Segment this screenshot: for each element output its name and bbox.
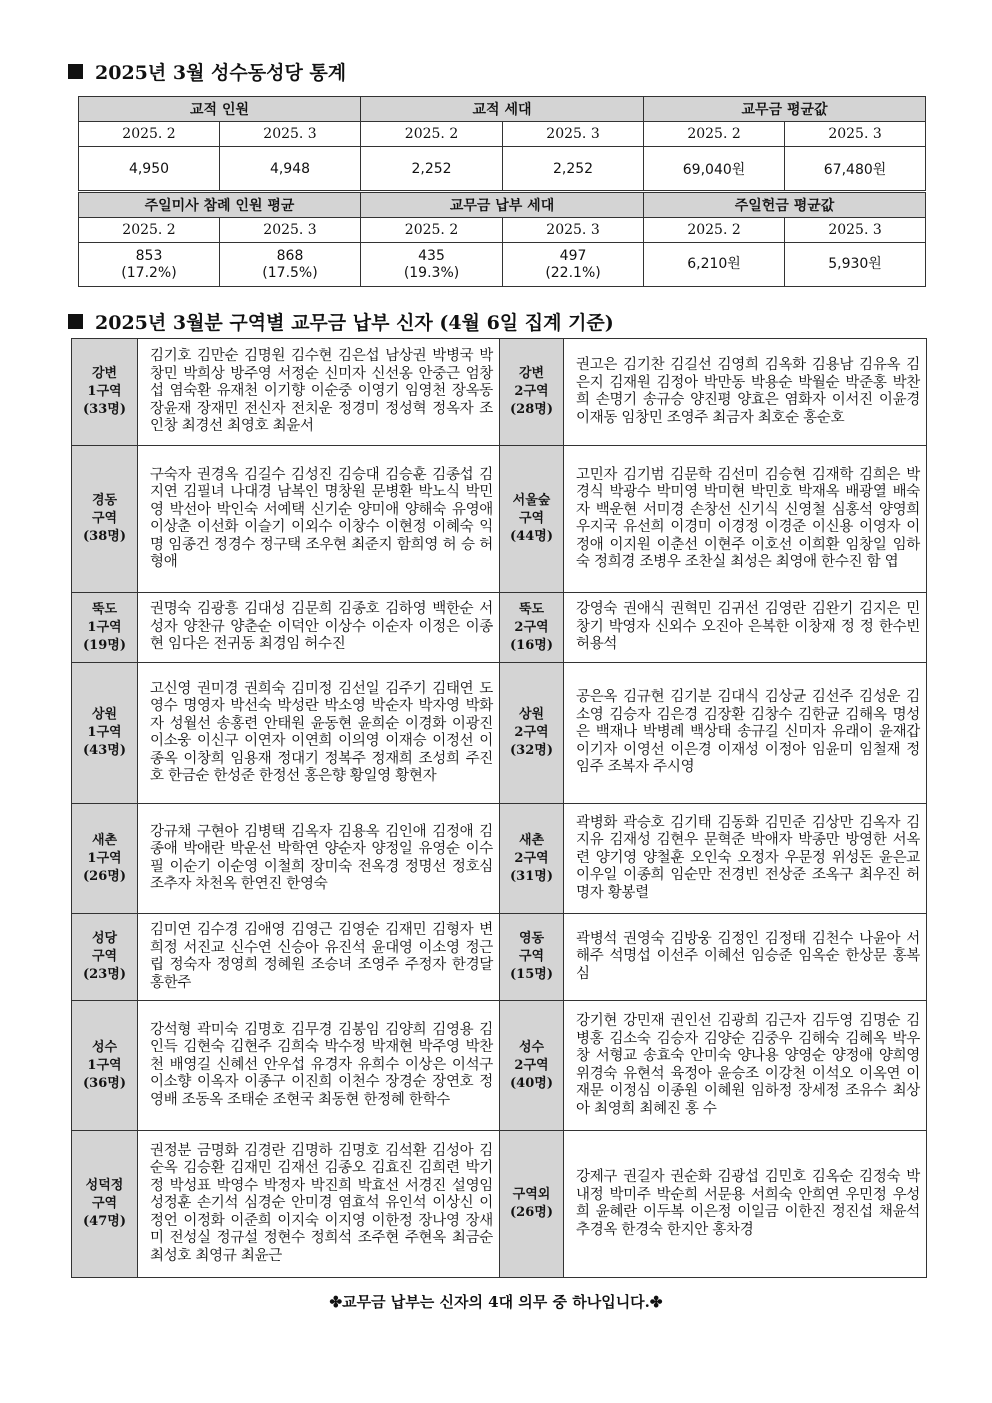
- stat-value: [220, 243, 361, 287]
- header-dues-average: 교무금 평균값: [644, 97, 926, 122]
- district-label: 서울숲 구역 (44명): [500, 446, 564, 593]
- stat-percent: (17.2%): [121, 264, 177, 281]
- period-label: 2025. 2: [361, 122, 503, 147]
- district-names: 권고은 김기찬 김길선 김영희 김옥화 김용남 김유옥 김은지 김재원 김정아 박만동 박용순 박월순 박준홍 박찬희 손명기 송규승 양진평 양효은 염화자 이서진 이윤경 이재동 임창민 조영주 최금자 최호순 홍순호: [564, 339, 927, 446]
- members-title-text: 2025년 3월분 구역별 교무금 납부 신자 (4월 6일 집계 기준): [95, 312, 614, 334]
- stats-title-text: 2025년 3월 성수동성당 통계: [95, 62, 347, 84]
- district-names: 강규채 구현아 김병택 김옥자 김용옥 김인애 김정애 김종애 박애란 박운선 박학연 양순자 양정일 유영순 이수필 이순기 이순영 이철희 장미숙 전옥경 정명선 정호심 조추자 차천옥 한연진 한영숙: [138, 804, 500, 914]
- stat-value: 4,950: [79, 147, 220, 192]
- district-label: 경동 구역 (38명): [72, 446, 138, 593]
- stat-value: 69,040원: [644, 147, 785, 192]
- district-names: 김기호 김만순 김명원 김수현 김은섭 남상권 박병국 박창민 박희상 방주영 서정순 신미자 신선옹 안중근 엄창섭 염숙환 유재천 이기향 이순중 이영기 임영천 장옥동 장윤재 장재민 전신자 전치운 정경미 정성혁 정옥자 조인창 최경선 최영호 최윤서: [138, 339, 500, 446]
- stat-value: 5,930원: [785, 243, 926, 287]
- header-parish-members: 교적 인원: [79, 97, 361, 122]
- square-bullet-icon: [68, 64, 83, 79]
- stat-number: 497: [559, 247, 587, 264]
- stat-number: 868: [276, 247, 304, 264]
- stat-value: [79, 243, 220, 287]
- district-label: 성덕정 구역 (47명): [72, 1131, 138, 1278]
- period-label: 2025. 3: [503, 218, 644, 243]
- period-label: 2025. 3: [785, 218, 926, 243]
- period-label: 2025. 2: [79, 122, 220, 147]
- stat-value: 6,210원: [644, 243, 785, 287]
- header-mass-attendance: 주일미사 참례 인원 평균: [79, 192, 361, 218]
- stats-section-title: [68, 58, 346, 85]
- header-offering-average: 주일헌금 평균값: [644, 192, 926, 218]
- footer-note: ✤교무금 납부는 신자의 4대 의무 중 하나입니다.✤: [329, 1293, 663, 1311]
- district-label: 상원 2구역 (32명): [500, 663, 564, 804]
- stat-number: 853: [135, 247, 163, 264]
- district-names: 강제구 권길자 권순화 김광섭 김민호 김옥순 김정숙 박내정 박미주 박순희 서문용 서희숙 안희연 우민정 우성희 윤혜란 이두복 이은정 이일금 이한진 정진섭 채윤석 추경옥 한경숙 한지안 홍차경: [564, 1131, 927, 1278]
- district-names: 권정분 금명화 김경란 김명하 김명호 김석환 김성아 김순옥 김승환 김재민 김재선 김종오 김효진 김희련 박기정 박성표 박영수 박정자 박진희 박효선 서경진 설영임 성정훈 손기석 심경순 안미경 염효석 유인석 이상신 이정언 이정화 이준희 이지숙 이지영 이한정 장나영 장새미 전성실 정규설 정현수 정희석 조주현 주현옥 최금순 최성호 최영규 최윤근: [138, 1131, 500, 1278]
- district-names: 강영숙 권애식 권혁민 김귀선 김영란 김완기 김지은 민창기 박영자 신외수 오진아 은복한 이창재 정 정 한수빈 허용석: [564, 593, 927, 663]
- period-label: 2025. 2: [644, 218, 785, 243]
- period-label: 2025. 2: [644, 122, 785, 147]
- district-label: 성수 1구역 (36명): [72, 1001, 138, 1131]
- district-label: 상원 1구역 (43명): [72, 663, 138, 804]
- district-label: 새촌 2구역 (31명): [500, 804, 564, 914]
- district-names: 김미연 김수경 김애영 김영근 김영순 김재민 김형자 변희정 서진교 신수연 신승아 유진석 윤대영 이소영 정근립 정숙자 정영희 정혜원 조승녀 조영주 주정자 한경달 홍한주: [138, 914, 500, 1001]
- period-label: 2025. 3: [220, 218, 361, 243]
- district-label: 성수 2구역 (40명): [500, 1001, 564, 1131]
- stat-value: 67,480원: [785, 147, 926, 192]
- district-names: 권명숙 김광흥 김대성 김문희 김종호 김하영 백한순 서성자 양찬규 양춘순 이덕안 이상수 이순자 이정은 이종현 임다은 전귀동 최경임 허수진: [138, 593, 500, 663]
- stat-number: 435: [418, 247, 445, 264]
- stats-table: [78, 96, 926, 287]
- stat-value: 4,948: [220, 147, 361, 192]
- stat-percent: (17.5%): [262, 264, 318, 281]
- members-section-title: [68, 308, 614, 335]
- period-label: 2025. 2: [361, 218, 503, 243]
- district-names: 강석형 곽미숙 김명호 김무경 김봉임 김양희 김영용 김인득 김현숙 김현주 김희숙 박수정 박재현 박주영 박찬천 배영길 신혜선 안우섭 유경자 유희수 이상은 이석구 이소향 이옥자 이종구 이진희 이천수 장경순 장연호 정영배 조동옥 조태순 조현국 최동현 한정혜 한학수: [138, 1001, 500, 1131]
- district-names: 강기현 강민재 권인선 김광희 김근자 김두영 김명순 김병홍 김소숙 김승자 김양순 김중우 김해숙 김혜옥 박우창 서형교 송효숙 안미숙 양나용 양영순 양정애 양희영 위경숙 유현석 육정아 윤승조 이강천 이석오 이옥연 이재문 이정심 이종원 이혜원 임하정 장세정 조유수 최상아 최영희 최혜진 홍 수: [564, 1001, 927, 1131]
- district-names: 곽병석 권영숙 김방웅 김정인 김정태 김천수 나윤아 서해주 석명섭 이선주 이혜선 임승준 임옥순 한상문 홍복심: [564, 914, 927, 1001]
- stat-value: 2,252: [361, 147, 503, 192]
- district-names: 구숙자 권경옥 김길수 김성진 김승대 김승훈 김종섭 김지연 김필녀 나대경 남복인 명창원 문병환 박노식 박민영 박선아 박인숙 서예택 신기순 양미애 양해숙 유영애 이상춘 이선화 이슬기 이외수 이창수 이현정 이혜숙 익 명 임종건 정경수 정구택 조우현 최준지 함희영 허 승 허형애: [138, 446, 500, 593]
- square-bullet-icon: [68, 314, 83, 329]
- period-label: 2025. 2: [79, 218, 220, 243]
- district-label: 성당 구역 (23명): [72, 914, 138, 1001]
- period-label: 2025. 3: [503, 122, 644, 147]
- district-label: 뚝도 2구역 (16명): [500, 593, 564, 663]
- district-names: 고신영 권미경 권희숙 김미정 김선일 김주기 김태연 도영수 명영자 박선숙 박성란 박소영 박순자 박자영 박화자 성월선 송홍련 안태원 윤동현 윤희순 이경화 이광진 이소웅 이신구 이연자 이연희 이의영 이재승 이정선 이종옥 이창희 임용재 정대기 정복주 정재희 조성희 주진호 한금순 한성준 한정선 홍은향 황일영 황현자: [138, 663, 500, 804]
- district-label: 구역외 (26명): [500, 1131, 564, 1278]
- district-label: 강변 1구역 (33명): [72, 339, 138, 446]
- members-table: [71, 338, 927, 1278]
- header-dues-households: 교무금 납부 세대: [361, 192, 644, 218]
- district-names: 곽병화 곽승호 김기태 김동화 김민준 김상만 김옥자 김지유 김재성 김현우 문혁준 박애자 박종만 방영한 서옥련 양기영 양철훈 오인숙 오정자 우문정 위성돈 윤은교 이우일 이종희 임순만 전경빈 전상준 조옥구 최우진 허명자 황봉렬: [564, 804, 927, 914]
- period-label: 2025. 3: [785, 122, 926, 147]
- stat-value: [361, 243, 503, 287]
- district-label: 강변 2구역 (28명): [500, 339, 564, 446]
- district-names: 공은옥 김규현 김기분 김대식 김상균 김선주 김성운 김소영 김승자 김은경 김장환 김창수 김한균 김해옥 명성은 백재나 박병례 백상태 송규길 신미자 유래이 윤재갑 이기자 이영선 이은경 이재성 이정아 임윤미 임철재 정임주 조복자 주시영: [564, 663, 927, 804]
- stat-percent: (19.3%): [403, 264, 460, 281]
- stat-value: [503, 243, 644, 287]
- district-label: 뚝도 1구역 (19명): [72, 593, 138, 663]
- district-names: 고민자 김기범 김문학 김선미 김승현 김재학 김희은 박경식 박광수 박미영 박미현 박민호 박재옥 배광열 배숙자 백운현 서미경 손창선 신기식 신영철 심홍석 양영희 우지국 유선희 이경미 이경정 이경준 이신용 이영자 이정애 이지원 이춘선 이현주 이호선 이희환 임창일 임하숙 정희경 조병우 조찬실 최성은 최영애 한수진 함 엽: [564, 446, 927, 593]
- stat-value: 2,252: [503, 147, 644, 192]
- district-label: 영동 구역 (15명): [500, 914, 564, 1001]
- period-label: 2025. 3: [220, 122, 361, 147]
- district-label: 새촌 1구역 (26명): [72, 804, 138, 914]
- stat-percent: (22.1%): [545, 264, 601, 281]
- header-parish-households: 교적 세대: [361, 97, 644, 122]
